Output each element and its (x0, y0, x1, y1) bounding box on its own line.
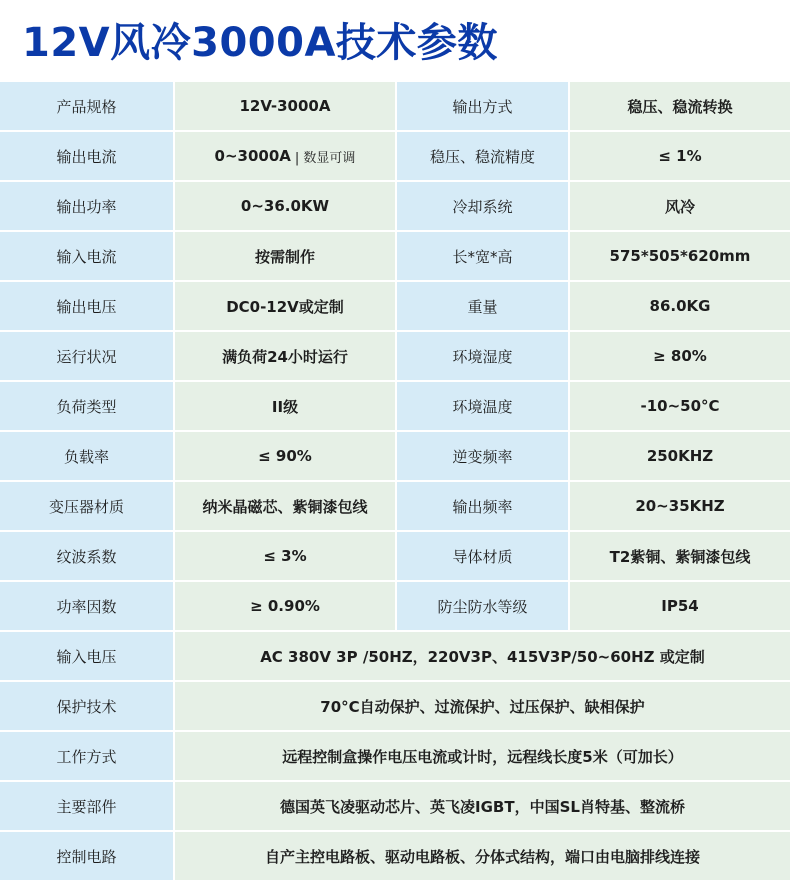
spec-label: 环境温度 (397, 382, 570, 430)
spec-value: 自产主控电路板、驱动电路板、分体式结构，端口由电脑排线连接 (175, 832, 790, 880)
spec-value: 70°C自动保护、过流保护、过压保护、缺相保护 (175, 682, 790, 730)
spec-value: DC0-12V或定制 (175, 282, 397, 330)
spec-value-note: | 数显可调 (294, 150, 356, 166)
spec-value: 远程控制盒操作电压电流或计时，远程线长度5米（可加长） (175, 732, 790, 780)
spec-label: 负载率 (0, 432, 175, 480)
spec-label: 输入电流 (0, 232, 175, 280)
table-row (0, 182, 790, 232)
spec-label: 保护技术 (0, 682, 175, 730)
table-row (0, 832, 790, 880)
spec-label: 冷却系统 (397, 182, 570, 230)
spec-label: 变压器材质 (0, 482, 175, 530)
spec-label: 长*宽*高 (397, 232, 570, 280)
spec-value: 按需制作 (175, 232, 397, 280)
spec-label: 纹波系数 (0, 532, 175, 580)
spec-value: ≤ 90% (175, 432, 397, 480)
spec-value: ≤ 3% (175, 532, 397, 580)
spec-value: ≥ 0.90% (175, 582, 397, 630)
spec-value: 20~35KHZ (570, 482, 790, 530)
spec-label: 运行状况 (0, 332, 175, 380)
spec-label: 输出电流 (0, 132, 175, 180)
page-title: 12V风冷3000A技术参数 (22, 20, 498, 66)
spec-label: 防尘防水等级 (397, 582, 570, 630)
table-row (0, 782, 790, 832)
spec-value: 满负荷24小时运行 (175, 332, 397, 380)
spec-label: 功率因数 (0, 582, 175, 630)
spec-value: ≥ 80% (570, 332, 790, 380)
spec-value: 德国英飞凌驱动芯片、英飞凌IGBT，中国SL肖特基、整流桥 (175, 782, 790, 830)
spec-label: 导体材质 (397, 532, 570, 580)
spec-label: 稳压、稳流精度 (397, 132, 570, 180)
spec-value: 575*505*620mm (570, 232, 790, 280)
spec-label: 主要部件 (0, 782, 175, 830)
spec-label: 控制电路 (0, 832, 175, 880)
spec-value: II级 (175, 382, 397, 430)
table-row (0, 132, 790, 182)
spec-label: 逆变频率 (397, 432, 570, 480)
spec-value: 0~36.0KW (175, 182, 397, 230)
spec-label: 负荷类型 (0, 382, 175, 430)
spec-value: 稳压、稳流转换 (570, 82, 790, 130)
spec-value: 0~3000A (214, 147, 291, 165)
table-row (0, 582, 790, 632)
table-row (0, 432, 790, 482)
spec-value: ≤ 1% (570, 132, 790, 180)
table-row (0, 232, 790, 282)
spec-value: 86.0KG (570, 282, 790, 330)
spec-value: 纳米晶磁芯、紫铜漆包线 (175, 482, 397, 530)
table-row (0, 82, 790, 132)
spec-table (0, 80, 790, 880)
spec-value: T2紫铜、紫铜漆包线 (570, 532, 790, 580)
spec-label: 输出方式 (397, 82, 570, 130)
spec-label: 重量 (397, 282, 570, 330)
table-row (0, 632, 790, 682)
spec-value-cell (175, 132, 397, 180)
spec-label: 环境湿度 (397, 332, 570, 380)
spec-value: 风冷 (570, 182, 790, 230)
spec-label: 工作方式 (0, 732, 175, 780)
spec-label: 输出功率 (0, 182, 175, 230)
spec-value: 12V-3000A (175, 82, 397, 130)
spec-label: 产品规格 (0, 82, 175, 130)
spec-value: 250KHZ (570, 432, 790, 480)
table-row (0, 732, 790, 782)
table-row (0, 332, 790, 382)
spec-label: 输入电压 (0, 632, 175, 680)
spec-label: 输出电压 (0, 282, 175, 330)
table-row (0, 382, 790, 432)
table-row (0, 682, 790, 732)
spec-value: AC 380V 3P /50HZ，220V3P、415V3P/50~60HZ 或定制 (175, 632, 790, 680)
table-row (0, 482, 790, 532)
spec-value: IP54 (570, 582, 790, 630)
table-row (0, 282, 790, 332)
spec-value: -10~50°C (570, 382, 790, 430)
spec-label: 输出频率 (397, 482, 570, 530)
table-row (0, 532, 790, 582)
